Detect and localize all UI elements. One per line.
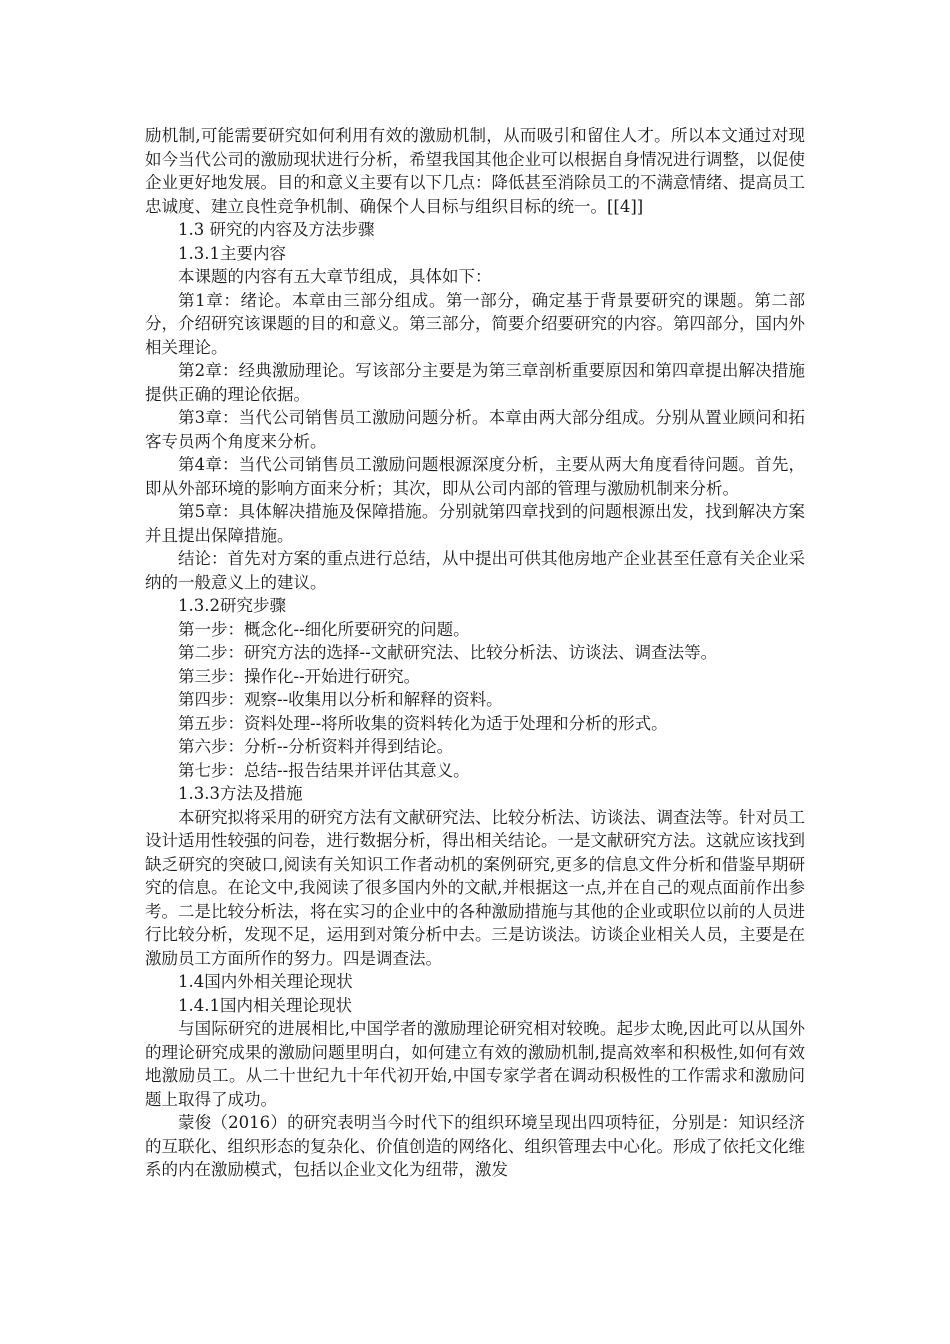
body-paragraph: 第5章：具体解决措施及保障措施。分别就第四章找到的问题根源出发，找到解决方案并且提出保障措施。 [145, 502, 805, 545]
section-heading: 1.4国内外相关理论现状 [178, 972, 353, 991]
body-paragraph: 本研究拟将采用的研究方法有文献研究法、比较分析法、访谈法、调查法等。针对员工设计适用性较强的问卷，进行数据分析，得出相关结论。一是文献研究方法。这就应该找到缺乏研究的突破口,阅读有关知识工作者动机的案例研究,更多的信息文件分析和借鉴早期研究的信息。在论文中,我阅读了很多国内外的文献,并根据这一点,并在自己的观点面前作出参考。二是比较分析法，将在实习的企业中的各种激励措施与其他的企业或职位以前的人员进行比较分析，发现不足，运用到对策分析中去。三是访谈法。访谈企业相关人员，主要是在激励员工方面所作的努力。四是调查法。 [145, 807, 805, 968]
document-body [145, 124, 805, 1182]
section-heading: 1.3.1主要内容 [178, 243, 286, 263]
body-paragraph: 本课题的内容有五大章节组成，具体如下： [178, 267, 492, 286]
body-paragraph: 蒙俊（2016）的研究表明当今时代下的组织环境呈现出四项特征，分别是：知识经济的互联化、组织形态的复杂化、价值创造的网络化、组织管理去中心化。形成了依托文化维系的内在激励模式，包括以企业文化为纽带，激发 [145, 1113, 805, 1179]
body-paragraph: 第五步：资料处理--将所收集的资料转化为适于处理和分析的形式。 [178, 713, 668, 733]
body-paragraph: 第四步：观察--收集用以分析和解释的资料。 [178, 690, 503, 709]
body-paragraph: 励机制,可能需要研究如何利用有效的激励机制，从而吸引和留住人才。所以本文通过对现如今当代公司的激励现状进行分析，希望我国其他企业可以根据自身情况进行调整，以促使企业更好地发展。目的和意义主要有以下几点：降低甚至消除员工的不满意情绪、提高员工忠诚度、建立良性竞争机制、确保个人目标与组织目标的统一。[[4]] [145, 126, 805, 216]
section-heading: 1.4.1国内相关理论现状 [178, 995, 352, 1015]
body-paragraph: 第七步：总结--报告结果并评估其意义。 [178, 760, 470, 780]
body-paragraph: 第2章：经典激励理论。写该部分主要是为第三章剖析重要原因和第四章提出解决措施提供正确的理论依据。 [145, 361, 805, 404]
body-paragraph: 与国际研究的进展相比,中国学者的激励理论研究相对较晚。起步太晚,因此可以从国外的理论研究成果的激励问题里明白，如何建立有效的激励机制,提高效率和积极性,如何有效地激励员工。从二十世纪九十年代初开始,中国专家学者在调动积极性的工作需求和激励问题上取得了成功。 [145, 1019, 805, 1109]
section-heading: 1.3.2研究步骤 [178, 596, 286, 615]
body-paragraph: 第3章：当代公司销售员工激励问题分析。本章由两大部分组成。分别从置业顾问和拓客专员两个角度来分析。 [145, 408, 805, 451]
section-heading: 1.3 研究的内容及方法步骤 [178, 220, 375, 239]
body-paragraph: 结论：首先对方案的重点进行总结，从中提出可供其他房地产企业甚至任意有关企业采纳的一般意义上的建议。 [145, 549, 805, 592]
body-paragraph: 第六步：分析--分析资料并得到结论。 [178, 737, 454, 756]
body-paragraph: 第1章：绪论。本章由三部分组成。第一部分，确定基于背景要研究的课题。第二部分，介绍研究该课题的目的和意义。第三部分，简要介绍要研究的内容。第四部分，国内外相关理论。 [145, 290, 805, 357]
body-paragraph: 第三步：操作化--开始进行研究。 [178, 666, 421, 686]
body-paragraph: 第一步：概念化--细化所要研究的问题。 [178, 619, 470, 639]
section-heading: 1.3.3方法及措施 [178, 784, 303, 803]
body-paragraph: 第4章：当代公司销售员工激励问题根源深度分析，主要从两大角度看待问题。首先，即从外部环境的影响方面来分析；其次，即从公司内部的管理与激励机制来分析。 [145, 455, 805, 498]
body-paragraph: 第二步：研究方法的选择--文献研究法、比较分析法、访谈法、调查法等。 [178, 643, 718, 662]
